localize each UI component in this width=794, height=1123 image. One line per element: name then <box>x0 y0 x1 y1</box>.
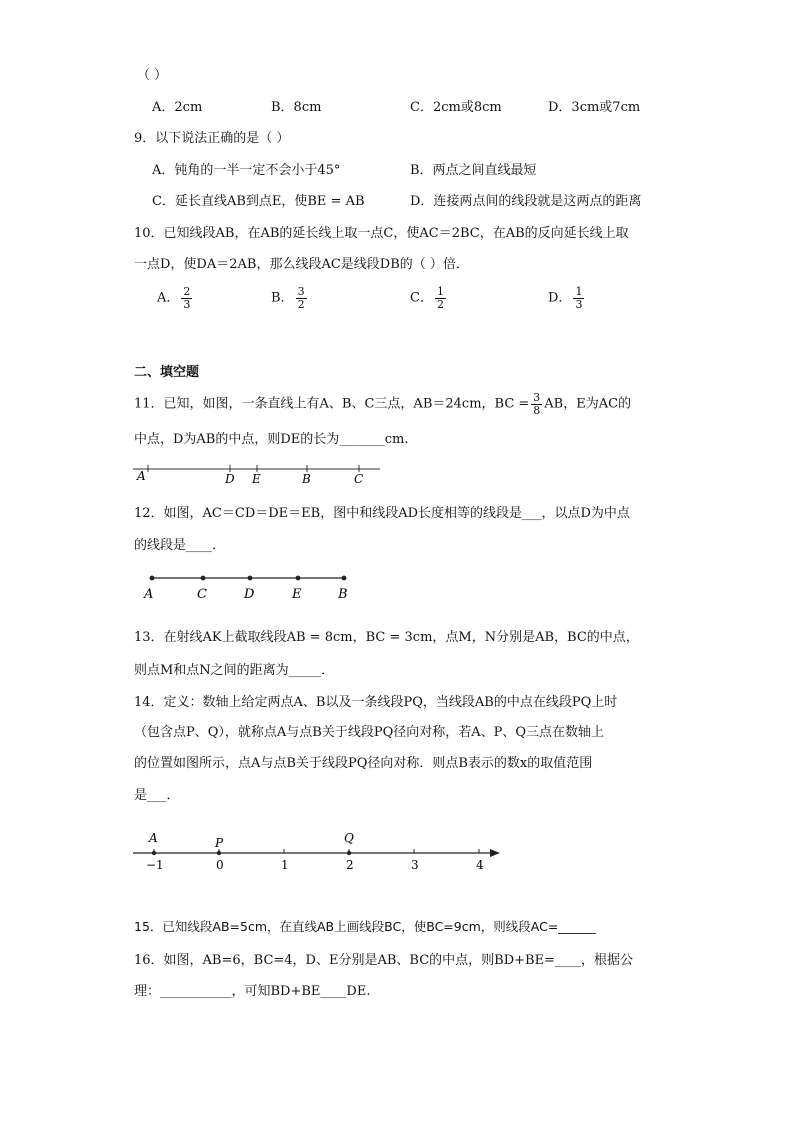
q14-point-a <box>152 851 156 855</box>
q13-line2: 则点M和点N之间的距离为_____． <box>134 663 335 678</box>
q10-option-b: B． $\frac{3}{2}$ <box>271 285 305 311</box>
q12-label-b: B <box>338 587 348 602</box>
q13-line1: 13．在射线AK上截取线段AB = 8cm，BC = 3cm，点M，N分别是AB，BC的中点， <box>134 630 639 645</box>
q9-option-d: D．连接两点间的线段就是这两点的距离 <box>410 194 642 209</box>
q14-tick-label: 2 <box>346 858 354 872</box>
q12-label-c: C <box>197 587 207 602</box>
q11-label-a: A <box>137 469 146 483</box>
q16-line1: 16．如图，AB=6，BC=4，D、E分别是AB、BC的中点，则BD+BE=____，根据公 <box>134 953 633 968</box>
q11-label-d: D <box>225 472 235 486</box>
q14-label-a: A <box>149 831 158 845</box>
q14-number-line <box>130 828 510 876</box>
q12-line2: 的线段是____． <box>134 538 226 553</box>
q14-point-p <box>217 851 221 855</box>
q12-figure <box>138 570 358 604</box>
q9-option-a: A．钝角的一半一定不会小于45° <box>152 163 341 178</box>
q14-tick-label: 4 <box>476 858 484 872</box>
q9-option-c: C．延长直线AB到点E，使BE = AB <box>152 194 365 209</box>
q10-line2: 一点D，使DA＝2AB，那么线段AC是线段DB的（ ）倍． <box>134 257 469 272</box>
q8-option-b: B．8cm <box>271 100 322 115</box>
q10-option-d: D． $\frac{1}{3}$ <box>548 285 583 311</box>
q14-label-p: P <box>215 836 224 850</box>
q12-label-a: A <box>144 587 154 602</box>
q14-tick-label: 0 <box>216 858 224 872</box>
q14-tick-label: 1 <box>281 858 289 872</box>
q12-point-c <box>201 576 206 581</box>
q9-option-b: B．两点之间直线最短 <box>410 163 537 178</box>
q15-line1: 15．已知线段AB=5cm，在直线AB上画线段BC，使BC=9cm，则线段AC=______ <box>134 919 596 934</box>
q8-bracket: （ ） <box>137 68 168 83</box>
q10-option-c: C． $\frac{1}{2}$ <box>410 285 444 311</box>
q11-label-b: B <box>302 472 311 486</box>
q14-tick-label: −1 <box>146 858 164 872</box>
q14-tick-label: 3 <box>411 858 419 872</box>
q11-label-c: C <box>354 472 364 486</box>
q12-line1: 12．如图，AC＝CD＝DE＝EB，图中和线段AD长度相等的线段是___，以点D为中点 <box>134 506 630 521</box>
q11-line2: 中点，D为AB的中点，则DE的长为_______cm. <box>134 432 409 447</box>
q16-line2: 理：___________，可知BD+BE____DE. <box>134 984 371 999</box>
q11-label-e: E <box>252 472 261 486</box>
q14-point-q <box>347 851 351 855</box>
q14-axis-arrow <box>490 849 500 857</box>
q8-option-a: A．2cm <box>152 100 203 115</box>
q12-point-a <box>150 576 155 581</box>
q8-option-c: C．2cm或8cm <box>410 100 502 115</box>
q12-point-d <box>248 576 253 581</box>
q10-line1: 10．已知线段AB，在AB的延长线上取一点C，使AC＝2BC，在AB的反向延长线上取 <box>134 226 629 241</box>
q10-option-a: A． $\frac{2}{3}$ <box>157 285 191 311</box>
section-title: 二、填空题 <box>134 365 200 380</box>
q14-label-q: Q <box>344 831 354 845</box>
q12-point-e <box>296 576 301 581</box>
q9-stem: 9．以下说法正确的是（ ） <box>134 131 290 146</box>
q14-line1: 14．定义：数轴上给定两点A、B以及一条线段PQ，当线段AB的中点在线段PQ上时 <box>134 695 618 710</box>
q14-line4: 是___． <box>134 788 180 803</box>
q12-label-d: D <box>244 587 255 602</box>
q8-option-d: D．3cm或7cm <box>548 100 641 115</box>
q12-label-e: E <box>292 587 302 602</box>
q11-line1: 11．已知，如图，一条直线上有A、B、C三点，AB＝24cm，BC = $\frac{3}{8}$ AB，E为AC的 <box>134 391 632 417</box>
q14-line3: 的位置如图所示，点A与点B关于线段PQ径向对称．则点B表示的数x的取值范围 <box>134 756 593 771</box>
q14-line2: （包含点P、Q），就称点A与点B关于线段PQ径向对称，若A、P、Q三点在数轴上 <box>134 725 605 740</box>
q11-figure <box>130 460 390 488</box>
q12-point-b <box>342 576 347 581</box>
